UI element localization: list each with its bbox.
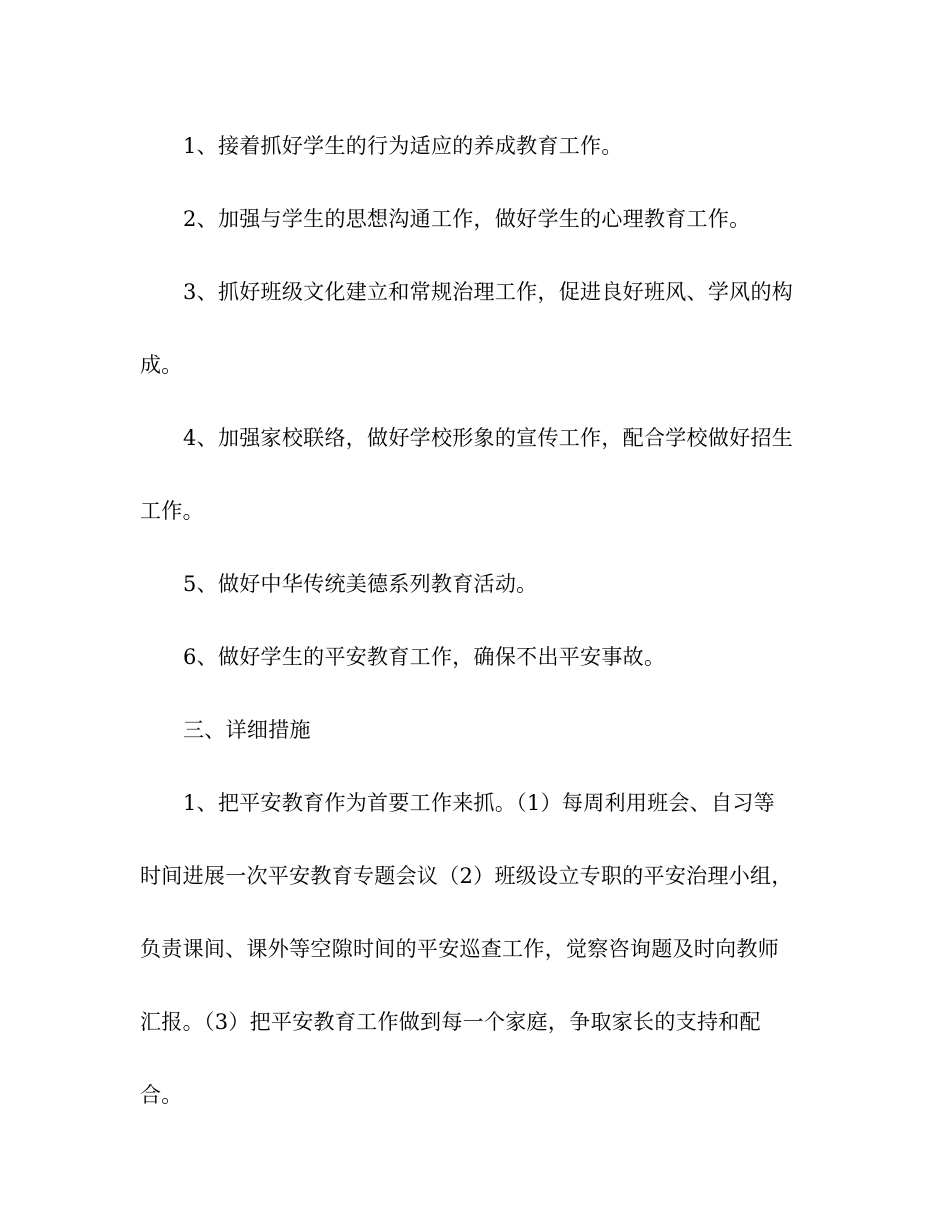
paragraph-1	[140, 110, 810, 183]
paragraph-line: 1、把平安教育作为首要工作来抓。（1）每周利用班会、自习等	[183, 791, 775, 815]
paragraph-line: 负责课间、课外等空隙时间的平安巡查工作，觉察咨询题及时向教师	[140, 937, 779, 961]
document-body	[140, 110, 810, 1132]
paragraph-line: 合。	[140, 1083, 183, 1107]
paragraph-line: 汇报。（3）把平安教育工作做到每一个家庭，争取家长的支持和配	[140, 1010, 761, 1034]
paragraph-4	[140, 402, 810, 548]
paragraph-line: 6、做好学生的平安教育工作，确保不出平安事故。	[183, 645, 666, 669]
paragraph-6	[140, 621, 810, 694]
paragraph-line: 4、加强家校联络，做好学校形象的宣传工作，配合学校做好招生	[183, 426, 794, 450]
paragraph-line: 工作。	[140, 499, 204, 523]
paragraph-7	[140, 767, 810, 1132]
paragraph-3	[140, 256, 810, 402]
paragraph-line: 5、做好中华传统美德系列教育活动。	[183, 572, 538, 596]
paragraph-line: 成。	[140, 353, 183, 377]
paragraph-5	[140, 548, 810, 621]
paragraph-line: 时间进展一次平安教育专题会议（2）班级设立专职的平安治理小组，	[140, 864, 793, 888]
paragraph-line: 1、接着抓好学生的行为适应的养成教育工作。	[183, 134, 623, 158]
section-heading	[140, 694, 810, 767]
paragraph-line: 3、抓好班级文化建立和常规治理工作，促进良好班风、学风的构	[183, 280, 794, 304]
heading-line: 三、详细措施	[183, 718, 311, 742]
paragraph-2	[140, 183, 810, 256]
paragraph-line: 2、加强与学生的思想沟通工作，做好学生的心理教育工作。	[183, 207, 751, 231]
